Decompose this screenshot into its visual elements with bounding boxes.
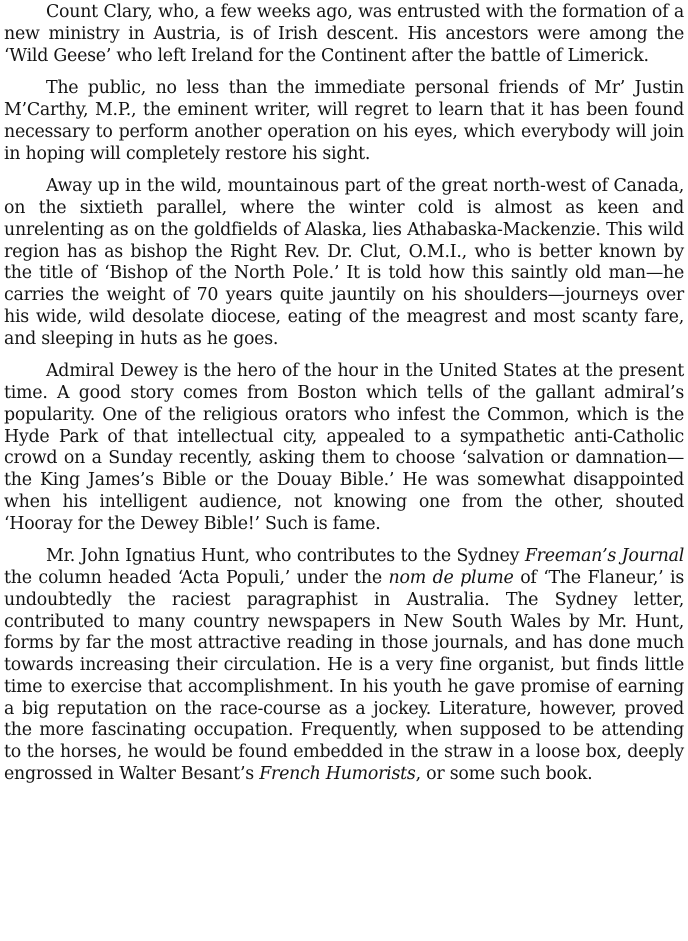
italic-title-freemans-journal: Freeman’s Journal bbox=[524, 546, 685, 567]
paragraph-text: Count Clary, who, a few weeks ago, was entrusted with the formation of a new ministry in Austria, is of Irish descent. His ancestors were among the ‘Wild Geese’ who left Ireland for the Continent after the battle of Limerick. bbox=[4, 2, 684, 66]
paragraph-text: , or some such book. bbox=[415, 763, 593, 784]
paragraph-justin-mccarthy bbox=[4, 78, 684, 165]
italic-title-french-humorists: French Humorists bbox=[259, 763, 416, 784]
italic-phrase-nom-de-plume: nom de plume bbox=[388, 568, 514, 588]
paragraph-text: the column headed ‘Acta Populi,’ under the bbox=[4, 568, 389, 588]
paragraph-text: The public, no less than the immediate personal friends of Mr’ Justin M’Carthy, M.P., the eminent writer, will regret to learn that it has been found necessary to perform another operation on his eyes, which everybody will join in hoping will completely restore his sight. bbox=[4, 78, 684, 164]
paragraph-bishop-clut bbox=[4, 176, 684, 350]
paragraph-text: Away up in the wild, mountainous part of the great north-west of Canada, on the sixtieth parallel, where the winter cold is almost as keen and unrelenting as on the goldfields of Alaska, lies Athabaska-Mackenzie. This wild region has as bishop the Right Rev. Dr. Clut, O.M.I., who is better known by the title of ‘Bishop of the North Pole.’ It is told how this saintly old man—he carries the weight of 70 years quite jauntily on his shoulders—journeys over his wide, wild desolate diocese, eating of the meagrest and most scanty fare, and sleeping in huts as he goes. bbox=[4, 176, 684, 349]
paragraph-text: of ‘The Flaneur,’ is undoubtedly the raciest paragraphist in Australia. The Sydney letter, contributed to many country newspapers in New South Wales by Mr. Hunt, forms by far the most attractive reading in those journals, and has done much towards increasing their circulation. He is a very fine organist, but finds little time to exercise that accomplishment. In his youth he gave promise of earning a big reputation on the race-course as a jockey. Literature, however, proved the more fascinating occupation. Frequently, when supposed to be attending to the horses, he would be found embedded in the straw in a loose box, deeply engrossed in Walter Besant’s bbox=[4, 568, 684, 784]
paragraph-text: Mr. John Ignatius Hunt, who contributes to the Sydney bbox=[46, 546, 525, 567]
paragraph-text: Admiral Dewey is the hero of the hour in the United States at the present time. A good story comes from Boston which tells of the gallant admiral’s popularity. One of the religious orators who infest the Common, which is the Hyde Park of that intellectual city, appealed to a sympathetic anti-Catholic crowd on a Sunday recently, asking them to choose ‘salvation or damnation—the King James’s Bible or the Douay Bible.’ He was somewhat disappointed when his intelligent audience, not knowing one from the other, shouted ‘Hooray for the Dewey Bible!’ Such is fame. bbox=[4, 361, 684, 534]
paragraph-admiral-dewey bbox=[4, 361, 684, 535]
paragraph-john-hunt bbox=[4, 546, 684, 785]
news-column bbox=[4, 2, 684, 797]
paragraph-count-clary bbox=[4, 2, 684, 67]
